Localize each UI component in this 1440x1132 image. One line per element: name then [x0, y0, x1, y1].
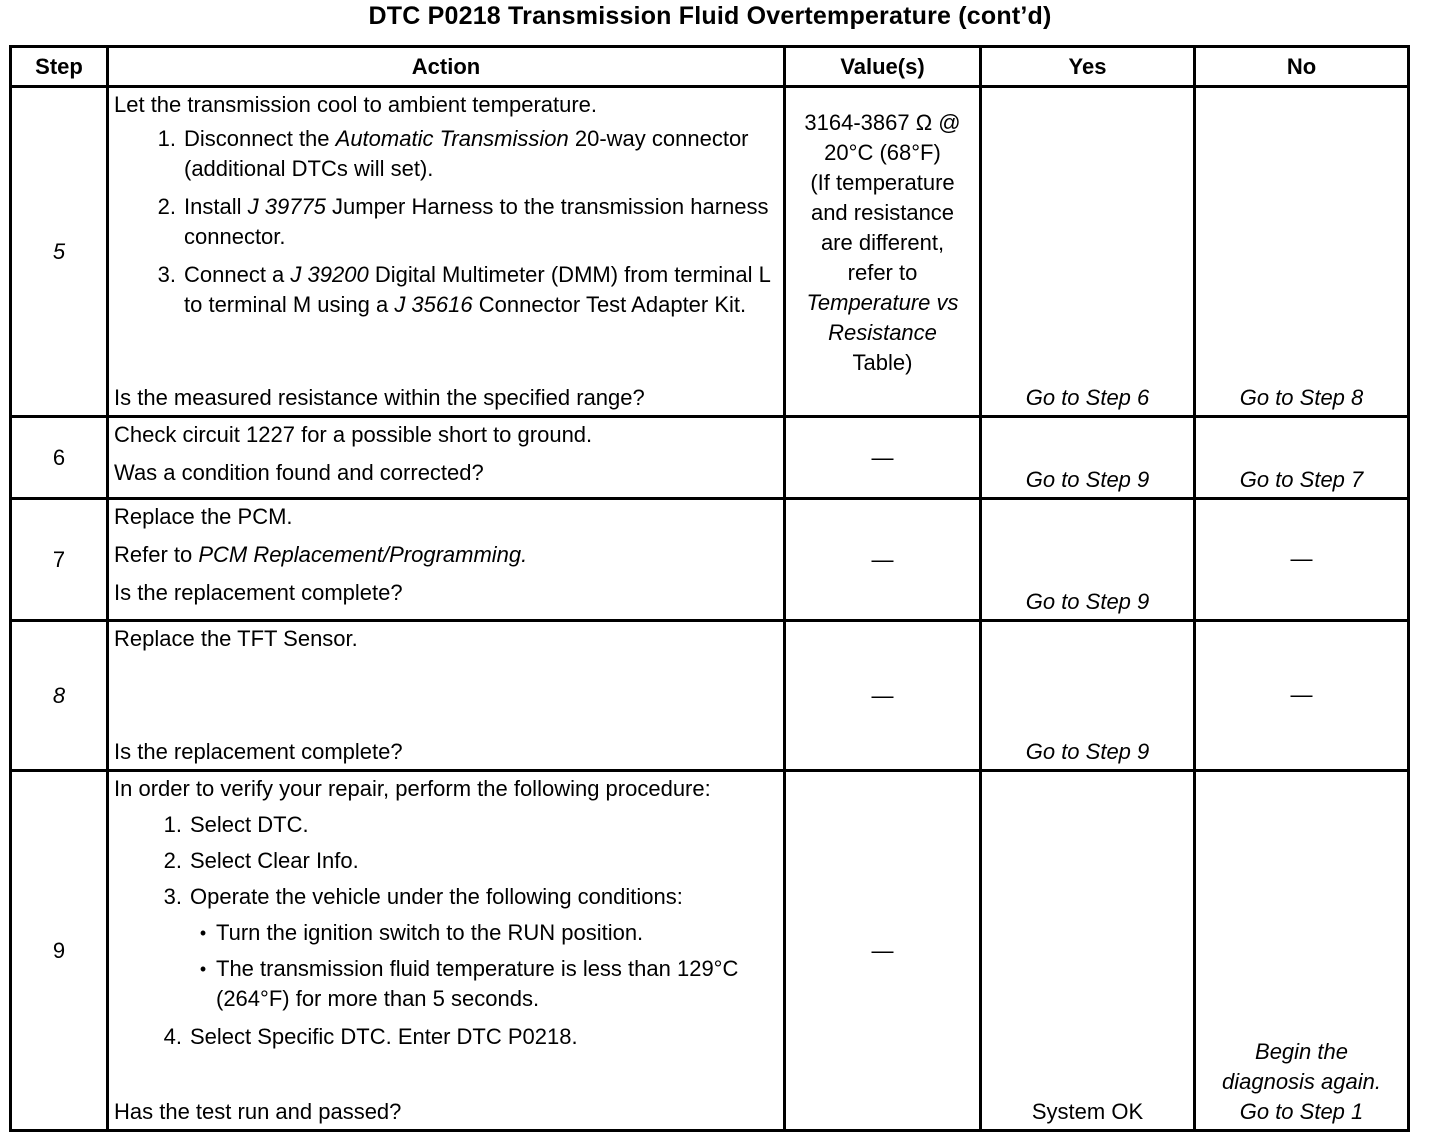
- diagnostic-table: [9, 45, 1410, 1132]
- table-row: [11, 87, 1409, 417]
- list-item-text: Select Specific DTC. Enter DTC P0218.: [190, 1024, 578, 1049]
- list-item-number: 4.: [163, 1024, 182, 1049]
- list-item: [114, 1022, 777, 1052]
- no-text-line: diagnosis again.: [1221, 1069, 1381, 1094]
- action-steps-list: [114, 804, 777, 912]
- header-values: Value(s): [785, 47, 981, 87]
- no-cell: —: [1195, 499, 1409, 621]
- action-intro: In order to verify your repair, perform the following procedure:: [114, 776, 711, 801]
- no-cell: [1195, 771, 1409, 1131]
- action-cell: [108, 771, 785, 1131]
- yes-cell: Go to Step 9: [981, 499, 1195, 621]
- list-item-number: 3.: [157, 262, 176, 287]
- action-intro: Let the transmission cool to ambient temperature.: [114, 92, 598, 117]
- list-item-text: Turn the ignition switch to the RUN position.: [216, 920, 644, 945]
- action-text: Replace the PCM.: [114, 504, 293, 529]
- list-item-number: 3.: [163, 884, 182, 909]
- list-item-number: 1.: [157, 126, 176, 151]
- value-cell: —: [785, 499, 981, 621]
- list-item: [114, 192, 777, 252]
- value-line: 20°C (68°F): [824, 140, 941, 165]
- value-line: and resistance: [810, 200, 955, 225]
- value-line: are different,: [820, 230, 945, 255]
- value-line: 3164-3867 Ω @: [804, 110, 961, 135]
- action-cell: [108, 87, 785, 417]
- list-item: [114, 260, 777, 320]
- no-cell: —: [1195, 621, 1409, 771]
- value-cell: —: [785, 417, 981, 499]
- action-text: Replace the TFT Sensor.: [114, 626, 358, 651]
- list-item-text: Disconnect the Automatic Transmission 20-way connector (additional DTCs will set).: [184, 126, 749, 181]
- table-row: [11, 621, 1409, 771]
- list-item: [114, 846, 777, 876]
- no-text-line: Go to Step 1: [1239, 1099, 1364, 1124]
- value-cell: [785, 87, 981, 417]
- action-question: Is the replacement complete?: [114, 739, 403, 764]
- no-cell: Go to Step 8: [1195, 87, 1409, 417]
- page-title: DTC P0218 Transmission Fluid Overtemperature (cont’d): [368, 2, 1052, 30]
- list-item: [190, 954, 777, 1014]
- action-question: Has the test run and passed?: [114, 1099, 402, 1124]
- table-row: [11, 499, 1409, 621]
- header-action: Action: [108, 47, 785, 87]
- step-number: 9: [11, 771, 108, 1131]
- step-number: 6: [11, 417, 108, 499]
- step-number: 8: [11, 621, 108, 771]
- action-text: Check circuit 1227 for a possible short to ground.: [114, 422, 593, 447]
- list-item-text: Install J 39775 Jumper Harness to the transmission harness connector.: [184, 194, 769, 249]
- list-item-text: The transmission fluid temperature is less than 129°C (264°F) for more than 5 seconds.: [216, 956, 739, 1011]
- action-steps-list: [114, 1014, 777, 1052]
- value-cell: —: [785, 621, 981, 771]
- value-line: Table): [852, 350, 913, 375]
- value-line: (If temperature: [810, 170, 955, 195]
- list-item: [190, 918, 777, 948]
- list-item-text: Select Clear Info.: [190, 848, 359, 873]
- yes-cell: System OK: [981, 771, 1195, 1131]
- list-item-text: Connect a J 39200 Digital Multimeter (DMM) from terminal L to terminal M using a J 35616 Connector Test Adapter Kit.: [184, 262, 771, 317]
- header-yes: Yes: [981, 47, 1195, 87]
- bullet-icon: •: [199, 959, 207, 979]
- list-item: [114, 124, 777, 184]
- bullet-icon: •: [199, 923, 207, 943]
- no-cell: Go to Step 7: [1195, 417, 1409, 499]
- list-item-number: 2.: [163, 848, 182, 873]
- table-row: [11, 771, 1409, 1131]
- action-question: Is the measured resistance within the specified range?: [114, 385, 645, 410]
- step-number: 7: [11, 499, 108, 621]
- list-item: [114, 882, 777, 912]
- value-line: Resistance: [828, 320, 937, 345]
- action-steps-list: [114, 120, 777, 320]
- table-row: [11, 417, 1409, 499]
- yes-cell: Go to Step 9: [981, 621, 1195, 771]
- list-item-number: 1.: [163, 812, 182, 837]
- header-no: No: [1195, 47, 1409, 87]
- header-step: Step: [11, 47, 108, 87]
- yes-cell: Go to Step 6: [981, 87, 1195, 417]
- list-item-text: Operate the vehicle under the following conditions:: [190, 884, 683, 909]
- list-item: [114, 810, 777, 840]
- list-item-text: Select DTC.: [190, 812, 309, 837]
- action-cell: [108, 499, 785, 621]
- action-question: Is the replacement complete?: [114, 580, 403, 605]
- no-text-line: Begin the: [1255, 1039, 1348, 1064]
- action-reference: Refer to PCM Replacement/Programming.: [114, 542, 528, 567]
- value-line: Temperature vs: [806, 290, 959, 315]
- action-question: Was a condition found and corrected?: [114, 460, 484, 485]
- header-row: [11, 47, 1409, 87]
- value-line: refer to: [847, 260, 918, 285]
- yes-cell: Go to Step 9: [981, 417, 1195, 499]
- step-number: 5: [11, 87, 108, 417]
- list-item-number: 2.: [157, 194, 176, 219]
- action-cell: [108, 417, 785, 499]
- value-cell: —: [785, 771, 981, 1131]
- action-cell: [108, 621, 785, 771]
